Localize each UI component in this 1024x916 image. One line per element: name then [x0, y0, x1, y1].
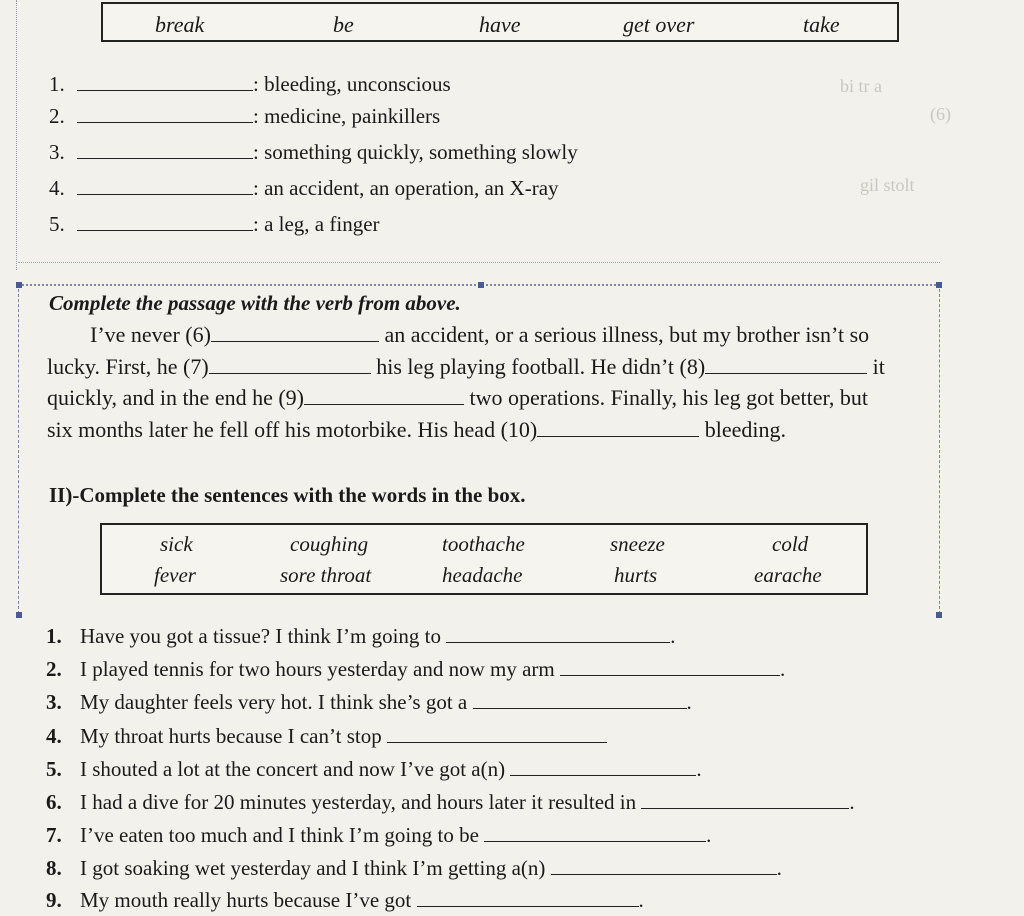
- box-word: take: [803, 12, 840, 37]
- item-number: 7.: [46, 823, 62, 847]
- passage-text: two operations. Finally, his leg got better, but: [469, 385, 869, 410]
- box-word: sore throat: [280, 563, 372, 587]
- passage-heading: Complete the passage with the verb from above.: [49, 291, 461, 315]
- sentence-item: [46, 724, 607, 749]
- sentence-end: .: [696, 757, 702, 781]
- sentence-end: .: [670, 624, 676, 648]
- exercise-item: [49, 140, 578, 165]
- answer-blank[interactable]: [484, 823, 706, 842]
- box-word: headache: [442, 563, 523, 587]
- sentence-text: Have you got a tissue? I think I’m going to: [80, 624, 442, 648]
- passage-text: an accident, or a serious illness, but my brother isn’t so: [384, 322, 870, 347]
- passage-text: lucky. First, he (7): [47, 354, 209, 379]
- answer-blank[interactable]: [77, 72, 253, 91]
- exercise-item: [49, 212, 380, 237]
- answer-blank[interactable]: [551, 856, 777, 875]
- sentence-text: My daughter feels very hot. I think she’s got a: [80, 690, 468, 714]
- sentence-text: My mouth really hurts because I’ve got: [80, 888, 412, 912]
- answer-blank[interactable]: [77, 176, 253, 195]
- box-word: hurts: [614, 563, 658, 587]
- passage-text: six months later he fell off his motorbike. His head (10): [47, 417, 538, 442]
- box-word: sneeze: [610, 532, 665, 556]
- sentence-end: .: [686, 690, 692, 714]
- sentence-end: .: [706, 823, 712, 847]
- item-text: : a leg, a finger: [253, 212, 380, 236]
- answer-blank[interactable]: [560, 657, 780, 676]
- sentence-text: I got soaking wet yesterday and I think I’m getting a(n): [80, 856, 546, 880]
- frame-marker: [936, 282, 942, 288]
- passage-text: quickly, and in the end he (9): [47, 385, 304, 410]
- box-word: coughing: [290, 532, 369, 556]
- box-word: break: [155, 12, 205, 37]
- answer-blank-8[interactable]: [705, 355, 867, 374]
- bleed-through-text: bi tr a: [840, 76, 882, 96]
- sentence-end: .: [776, 856, 782, 880]
- sentence-text: I had a dive for 20 minutes yesterday, and hours later it resulted in: [80, 790, 637, 814]
- box-word: be: [333, 12, 354, 37]
- item-number: 5.: [49, 212, 65, 236]
- box-word: cold: [772, 532, 809, 556]
- item-text: : something quickly, something slowly: [253, 140, 578, 164]
- sentence-end: .: [779, 657, 786, 681]
- section-heading: II)-Complete the sentences with the words in the box.: [49, 483, 526, 507]
- passage-text: I’ve never (6): [90, 322, 211, 347]
- sentence-end: .: [849, 790, 855, 814]
- answer-blank[interactable]: [473, 690, 687, 709]
- exercise-item: [49, 104, 440, 129]
- bleed-through-text: gil stolt: [860, 175, 915, 195]
- item-number: 3.: [49, 140, 65, 164]
- answer-blank[interactable]: [77, 140, 253, 159]
- item-text: : an accident, an operation, an X-ray: [253, 176, 559, 200]
- left-dotted-border: [16, 0, 17, 270]
- answer-blank[interactable]: [417, 888, 639, 907]
- item-number: 2.: [49, 104, 65, 128]
- frame-marker: [936, 612, 942, 618]
- item-number: 4.: [46, 724, 62, 748]
- item-number: 3.: [46, 690, 62, 714]
- frame-marker: [16, 612, 22, 618]
- sentence-item: [46, 823, 711, 848]
- bleed-through-text: (6): [930, 104, 951, 124]
- box-word: sick: [160, 532, 193, 556]
- passage-line: [47, 385, 868, 411]
- frame-marker: [478, 282, 484, 288]
- sentence-item: [46, 624, 676, 649]
- exercise-item: [49, 176, 559, 201]
- sentence-item: [46, 690, 692, 715]
- sentence-end: .: [638, 888, 644, 912]
- item-number: 2.: [46, 657, 62, 681]
- item-number: 6.: [46, 790, 62, 814]
- sentence-item: [46, 790, 855, 815]
- box-word: earache: [754, 563, 822, 587]
- answer-blank[interactable]: [641, 790, 849, 809]
- answer-blank[interactable]: [77, 104, 253, 123]
- sentence-item: [46, 888, 644, 913]
- word-box-illnesses: [100, 523, 868, 595]
- passage-line: [90, 322, 869, 348]
- passage-text: it: [872, 354, 885, 379]
- answer-blank-7[interactable]: [209, 355, 371, 374]
- item-text: : medicine, painkillers: [253, 104, 441, 128]
- item-number: 8.: [46, 856, 62, 880]
- passage-line: [47, 354, 885, 380]
- sentence-text: I’ve eaten too much and I think I’m going to be: [80, 823, 479, 847]
- sentence-text: I played tennis for two hours yesterday and now my arm: [80, 657, 555, 681]
- answer-blank-9[interactable]: [304, 386, 464, 405]
- sentence-item: [46, 757, 702, 782]
- sentence-item: [46, 856, 782, 881]
- answer-blank[interactable]: [510, 757, 696, 776]
- sentence-text: My throat hurts because I can’t stop: [80, 724, 382, 748]
- item-number: 9.: [46, 888, 62, 912]
- exercise-item: [49, 72, 451, 97]
- answer-blank-6[interactable]: [211, 323, 379, 342]
- item-number: 1.: [49, 72, 65, 96]
- box-word: toothache: [442, 532, 525, 556]
- item-text: : bleeding, unconscious: [253, 72, 451, 96]
- passage-line: [47, 417, 786, 443]
- answer-blank[interactable]: [387, 724, 607, 743]
- word-box-verbs: [101, 2, 899, 42]
- box-word: fever: [154, 563, 196, 587]
- sentence-text: I shouted a lot at the concert and now I’ve got a(n): [80, 757, 506, 781]
- section-divider: [18, 262, 940, 263]
- passage-text: bleeding.: [704, 417, 786, 442]
- answer-blank-10[interactable]: [537, 418, 699, 437]
- passage-text: his leg playing football. He didn’t (8): [376, 354, 706, 379]
- sentence-item: [46, 657, 785, 682]
- item-number: 1.: [46, 624, 62, 648]
- item-number: 4.: [49, 176, 65, 200]
- item-number: 5.: [46, 757, 62, 781]
- answer-blank[interactable]: [77, 212, 253, 231]
- frame-marker: [16, 282, 22, 288]
- box-word: get over: [623, 12, 695, 37]
- box-word: have: [479, 12, 521, 37]
- answer-blank[interactable]: [446, 624, 670, 643]
